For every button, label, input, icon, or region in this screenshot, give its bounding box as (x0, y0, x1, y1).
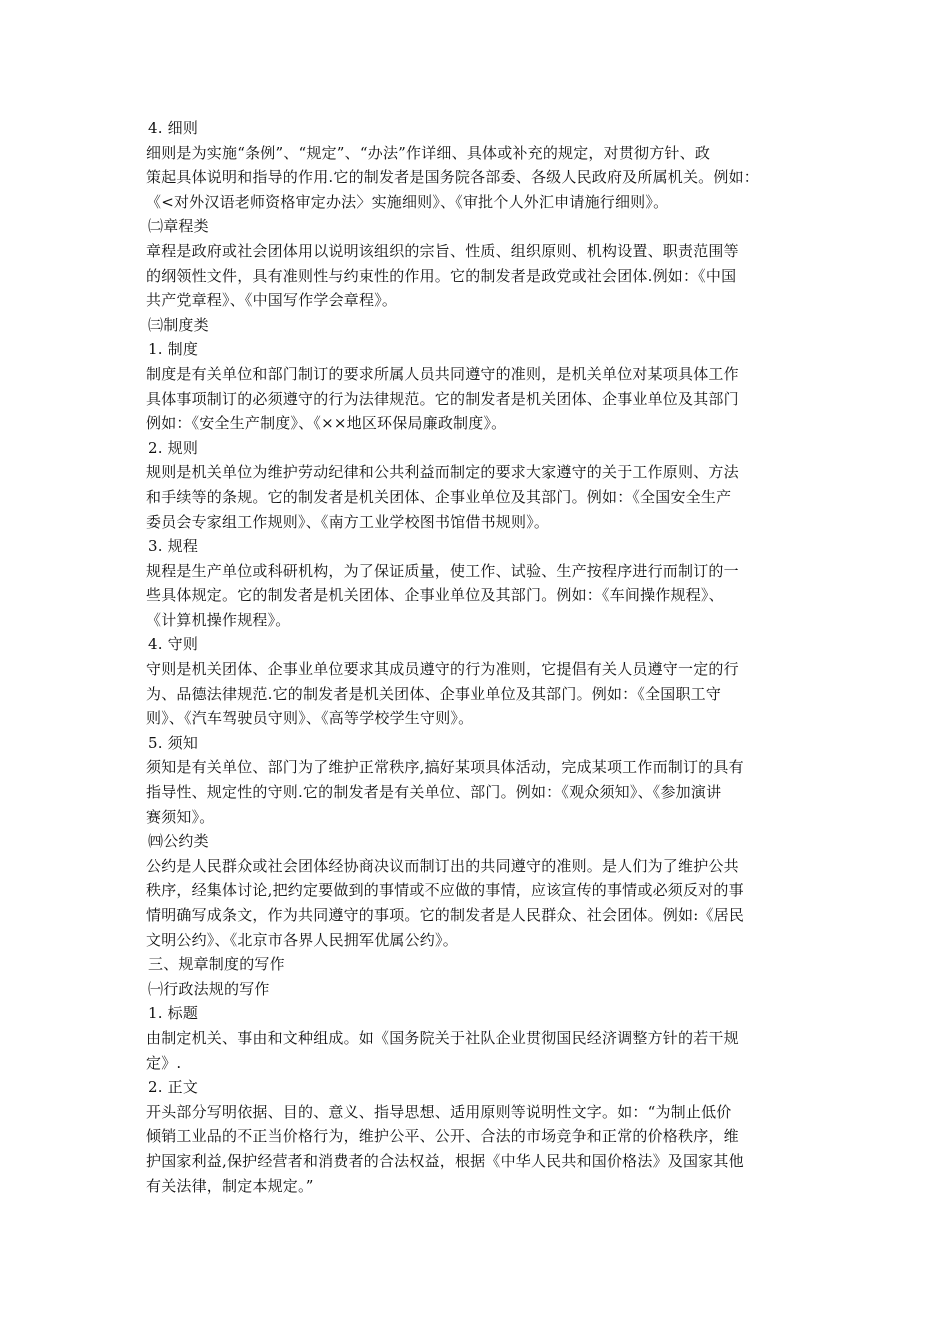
text-line: 章程是政府或社会团体用以说明该组织的宗旨、性质、组织原则、机构设置、职责范围等 (146, 241, 739, 260)
text-line: 指导性、规定性的守则.它的制发者是有关单位、部门。例如：《观众须知》、《参加演讲 (146, 783, 722, 802)
text-line: 些具体规定。它的制发者是机关团体、企事业单位及其部门。例如：《车间操作规程》、 (146, 586, 724, 605)
section-heading: 三、规章制度的写作 (148, 955, 285, 974)
text-line: 《<对外汉语老师资格审定办法〉实施细则》、《审批个人外汇申请施行细则》。 (146, 192, 669, 211)
text-line: 共产党章程》、《中国写作学会章程》。 (146, 291, 398, 310)
text-line: 制度是有关单位和部门制订的要求所属人员共同遵守的准则，是机关单位对某项具体工作 (146, 364, 739, 383)
section-heading: 2. 正文 (148, 1078, 199, 1097)
text-line: 和手续等的条规。它的制发者是机关团体、企事业单位及其部门。例如：《全国安全生产 (146, 487, 732, 506)
section-heading: 1. 制度 (148, 340, 199, 359)
text-line: 倾销工业品的不正当价格行为，维护公平、公开、合法的市场竞争和正常的价格秩序，维 (146, 1127, 739, 1146)
text-line: 秩序，经集体讨论,把约定要做到的事情或不应做的事情，应该宣传的事情或必须反对的事 (146, 881, 744, 900)
text-line: 护国家利益,保护经营者和消费者的合法权益，根据《中华人民共和国价格法》及国家其他 (146, 1151, 744, 1170)
text-line: 须知是有关单位、部门为了维护正常秩序,搞好某项具体活动，完成某项工作而制订的具有 (146, 758, 744, 777)
section-heading: ㈣公约类 (148, 832, 209, 851)
section-heading: ㈢制度类 (148, 315, 209, 334)
document-page (146, 116, 808, 1198)
text-line: 《计算机操作规程》。 (146, 610, 291, 629)
section-heading: 2. 规则 (148, 438, 199, 457)
section-heading: 5. 须知 (148, 733, 199, 752)
text-line: 具体事项制订的必须遵守的行为法律规范。它的制发者是机关团体、企事业单位及其部门 (146, 389, 739, 408)
section-heading: 1. 标题 (148, 1004, 199, 1023)
text-line: 规则是机关单位为维护劳动纪律和公共利益而制定的要求大家遵守的关于工作原则、方法 (146, 463, 739, 482)
text-line: 策起具体说明和指导的作用.它的制发者是国务院各部委、各级人民政府及所属机关。例如： (146, 168, 759, 187)
section-heading: 4. 守则 (148, 635, 199, 654)
section-heading: ㈡章程类 (148, 217, 209, 236)
section-heading: 4. 细则 (148, 119, 199, 137)
text-line: 赛须知》。 (146, 807, 215, 826)
text-line: 为、品德法律规范.它的制发者是机关团体、企事业单位及其部门。例如：《全国职工守 (146, 684, 722, 703)
text-line: 例如：《安全生产制度》、《××地区环保局廉政制度》。 (146, 414, 507, 433)
section-heading: 3. 规程 (148, 537, 199, 556)
text-line: 文明公约》、《北京市各界人民拥军优属公约》。 (146, 930, 458, 949)
text-line: 公约是人民群众或社会团体经协商决议而制订出的共同遵守的准则。是人们为了维护公共 (146, 856, 739, 875)
text-line: 守则是机关团体、企事业单位要求其成员遵守的行为准则，它提倡有关人员遵守一定的行 (146, 660, 739, 679)
text-line: 细则是为实施“条例”、“规定”、“办法”作详细、具体或补充的规定，对贯彻方针、政 (146, 143, 711, 162)
text-line: 有关法律，制定本规定。” (146, 1176, 314, 1195)
text-line: 则》、《汽车驾驶员守则》、《高等学校学生守则》。 (146, 709, 474, 728)
text-line: 委员会专家组工作规则》、《南方工业学校图书馆借书规则》。 (146, 512, 550, 531)
text-line: 情明确写成条文，作为共同遵守的事项。它的制发者是人民群众、社会团体。例如:《居民 (146, 906, 745, 924)
text-line: 规程是生产单位或科研机构，为了保证质量，使工作、试验、生产按程序进行而制订的一 (146, 561, 739, 580)
text-line: 的纲领性文件，具有准则性与约束性的作用。它的制发者是政党或社会团体.例如：《中国 (146, 266, 737, 285)
section-heading: ㈠行政法规的写作 (148, 979, 270, 998)
text-line: 定》. (146, 1053, 182, 1072)
text-line: 开头部分写明依据、目的、意义、指导思想、适用原则等说明性文字。如：“为制止低价 (146, 1102, 732, 1121)
text-line: 由制定机关、事由和文种组成。如《国务院关于社队企业贯彻国民经济调整方针的若干规 (146, 1028, 739, 1047)
